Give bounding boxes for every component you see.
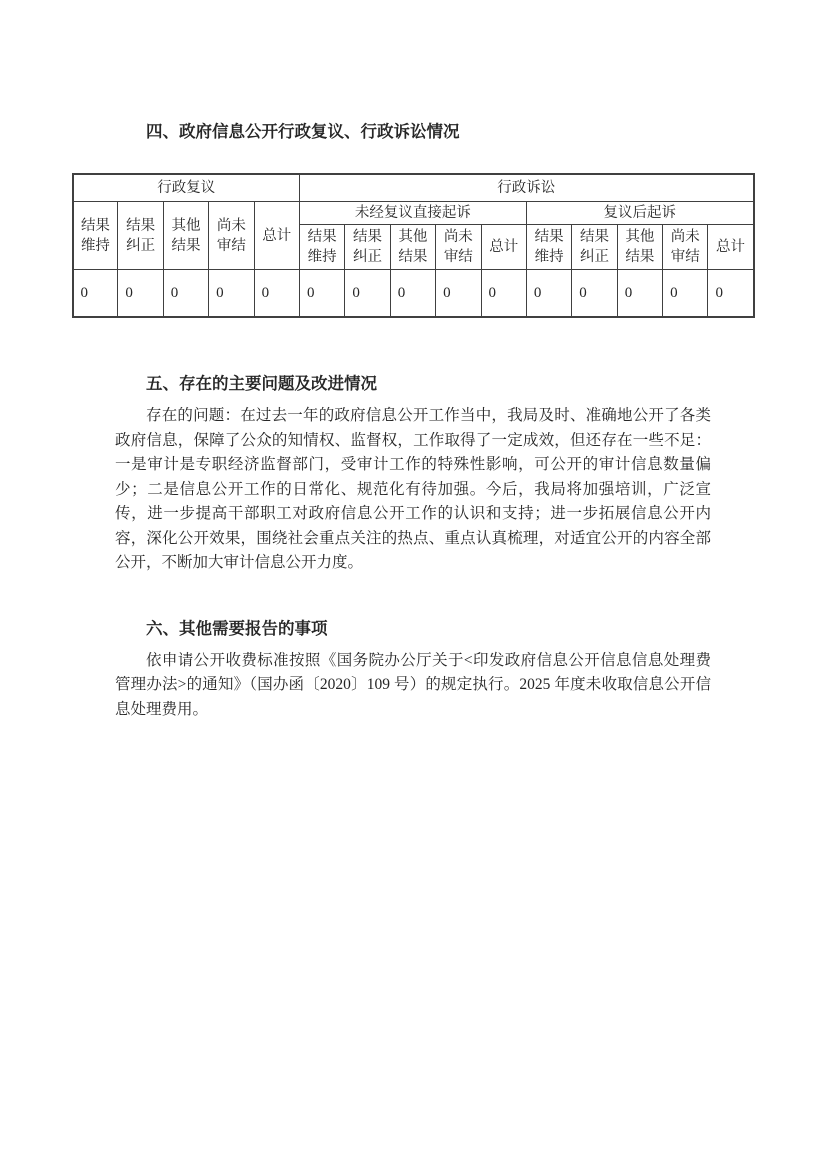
value-cell: 0 — [663, 270, 708, 318]
section5-heading: 五、存在的主要问题及改进情况 — [146, 374, 377, 393]
column-header-result-corrected: 结果纠正 — [572, 225, 617, 270]
column-header-result-corrected: 结果纠正 — [118, 202, 163, 270]
section6-paragraph: 依申请公开收费标准按照《国务院办公厅关于<印发政府信息公开信息信息处理费管理办法>的通知》（国办函〔2020〕109 号）的规定执行。2025 年度未收取信息公开信息处理费用。 — [115, 651, 711, 718]
column-header-pending: 尚未审结 — [663, 225, 708, 270]
column-header-total: 总计 — [481, 225, 526, 270]
table-value-row — [73, 270, 754, 318]
value-cell: 0 — [436, 270, 481, 318]
value-cell: 0 — [73, 270, 118, 318]
value-cell: 0 — [163, 270, 208, 318]
value-cell: 0 — [345, 270, 390, 318]
value-cell: 0 — [390, 270, 435, 318]
section5-paragraph: 存在的问题：在过去一年的政府信息公开工作当中，我局及时、准确地公开了各类政府信息，保障了公众的知情权、监督权，工作取得了一定成效，但还存在一些不足：一是审计是专职经济监督部门，受审计工作的特殊性影响，可公开的审计信息数量偏少；二是信息公开工作的日常化、规范化有待加强。今后，我局将加强培训，广泛宣传，进一步提高干部职工对政府信息公开工作的认识和支持；进一步拓展信息公开内容，深化公开效果，围绕社会重点关注的热点、重点认真梳理，对适宜公开的内容全部公开，不断加大审计信息公开力度。 — [115, 407, 711, 571]
column-header-other-result: 其他结果 — [617, 225, 662, 270]
column-header-other-result: 其他结果 — [163, 202, 208, 270]
column-header-result-corrected: 结果纠正 — [345, 225, 390, 270]
group-header-administrative-review: 行政复议 — [73, 174, 300, 202]
column-header-total: 总计 — [708, 225, 754, 270]
column-header-result-upheld: 结果维持 — [299, 225, 344, 270]
subgroup-header-direct-lawsuit: 未经复议直接起诉 — [299, 202, 526, 225]
section4-heading: 四、政府信息公开行政复议、行政诉讼情况 — [146, 122, 460, 141]
value-cell: 0 — [118, 270, 163, 318]
value-cell: 0 — [708, 270, 754, 318]
value-cell: 0 — [572, 270, 617, 318]
value-cell: 0 — [617, 270, 662, 318]
value-cell: 0 — [209, 270, 254, 318]
column-header-result-upheld: 结果维持 — [73, 202, 118, 270]
value-cell: 0 — [254, 270, 299, 318]
column-header-pending: 尚未审结 — [209, 202, 254, 270]
table-group-row — [73, 174, 754, 202]
section6-heading: 六、其他需要报告的事项 — [146, 618, 328, 638]
value-cell: 0 — [526, 270, 571, 318]
table-subgroup-row — [73, 202, 754, 225]
value-cell: 0 — [481, 270, 526, 318]
column-header-total: 总计 — [254, 202, 299, 270]
subgroup-header-lawsuit-after-review: 复议后起诉 — [526, 202, 753, 225]
column-header-pending: 尚未审结 — [436, 225, 481, 270]
column-header-result-upheld: 结果维持 — [526, 225, 571, 270]
value-cell: 0 — [299, 270, 344, 318]
group-header-administrative-litigation: 行政诉讼 — [299, 174, 753, 202]
column-header-other-result: 其他结果 — [390, 225, 435, 270]
review-litigation-table — [72, 173, 755, 318]
